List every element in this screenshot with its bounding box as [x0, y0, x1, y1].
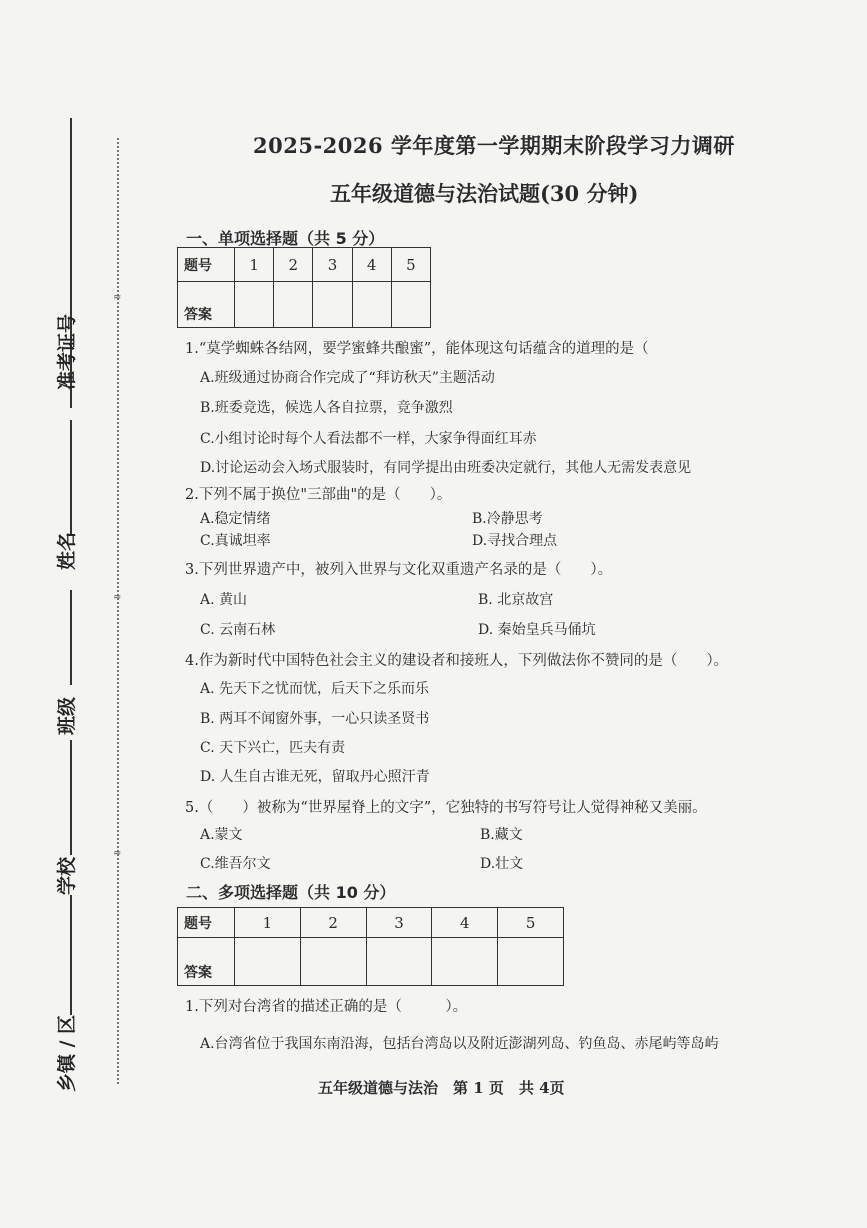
option: C.维吾尔文 — [200, 856, 271, 872]
option: A.班级通过协商合作完成了“拜访秋天”主题活动 — [200, 370, 495, 386]
answer-cell[interactable] — [235, 282, 274, 328]
table-cell: 5 — [391, 248, 430, 282]
option: D.壮文 — [480, 856, 524, 872]
exam-title: 2025-2026 学年度第一学期期末阶段学习力调研 — [253, 133, 735, 158]
binding-line-5 — [70, 895, 72, 1015]
cut-line — [117, 138, 119, 1084]
table-cell: 3 — [366, 908, 432, 938]
table-cell: 1 — [235, 908, 301, 938]
exam-subtitle: 五年级道德与法治试题(30 分钟) — [330, 181, 639, 206]
school-label: 学校 — [56, 856, 78, 895]
name-label: 姓名 — [56, 531, 78, 570]
table-cell: 3 — [313, 248, 352, 282]
option: C. 云南石林 — [200, 622, 276, 638]
section1-answer-table — [177, 247, 431, 328]
answer-cell[interactable] — [313, 282, 352, 328]
section2-heading: 二、多项选择题（共 10 分） — [186, 883, 396, 902]
table-cell: 4 — [432, 908, 498, 938]
option: B.藏文 — [480, 827, 523, 843]
question-stem: 5.（ ）被称为“世界屋脊上的文字”，它独特的书写符号让人觉得神秘又美丽。 — [185, 800, 707, 816]
option: C.小组讨论时每个人看法都不一样，大家争得面红耳赤 — [200, 431, 537, 447]
exam-number-label: 准考证号 — [56, 313, 78, 390]
option: C.真诚坦率 — [200, 533, 271, 549]
page-footer: 五年级道德与法治 第 1 页 共 4页 — [318, 1079, 565, 1097]
question-stem: 1.下列对台湾省的描述正确的是（ ）。 — [185, 999, 468, 1015]
question-number-label: 题号 — [178, 248, 235, 282]
option: D.讨论运动会入场式服装时，有同学提出由班委决定就行，其他人无需发表意见 — [200, 460, 692, 476]
question-stem: 4.作为新时代中国特色社会主义的建设者和接班人，下列做法你不赞同的是（ ）。 — [185, 653, 729, 669]
option: D. 秦始皇兵马俑坑 — [478, 622, 596, 638]
question-stem: 2.下列不属于换位"三部曲"的是（ ）。 — [185, 487, 452, 503]
section2-answer-table — [177, 907, 564, 986]
binding-line-2 — [70, 420, 72, 535]
district-label: 乡镇 / 区 — [56, 1014, 78, 1092]
answer-cell[interactable] — [352, 282, 391, 328]
answer-cell[interactable] — [274, 282, 313, 328]
question-stem: 1.“莫学蜘蛛各结网，要学蜜蜂共酿蜜”，能体现这句话蕴含的道理的是（ — [185, 341, 649, 357]
option: A.台湾省位于我国东南沿海，包括台湾岛以及附近澎湖列岛、钓鱼岛、赤尾屿等岛屿 — [200, 1036, 719, 1052]
answer-cell[interactable] — [366, 938, 432, 986]
option: A.蒙文 — [200, 827, 243, 843]
class-label: 班级 — [56, 696, 78, 735]
binding-line-4 — [70, 740, 72, 855]
option: A.稳定情绪 — [200, 511, 271, 527]
cut-mark: ≈ — [113, 292, 122, 303]
question-stem: 3.下列世界遗产中，被列入世界与文化双重遗产名录的是（ ）。 — [185, 562, 613, 578]
table-cell: 2 — [300, 908, 366, 938]
option: B. 两耳不闻窗外事，一心只读圣贤书 — [200, 711, 430, 727]
question-number-label: 题号 — [178, 908, 235, 938]
table-cell: 4 — [352, 248, 391, 282]
answer-cell[interactable] — [235, 938, 301, 986]
binding-line-3 — [70, 590, 72, 685]
answer-cell[interactable] — [498, 938, 564, 986]
option: D.寻找合理点 — [472, 533, 558, 549]
option: B.班委竞选，候选人各自拉票，竞争激烈 — [200, 400, 453, 416]
table-cell: 5 — [498, 908, 564, 938]
cut-mark: ≈ — [113, 592, 122, 603]
answer-cell[interactable] — [300, 938, 366, 986]
option: D. 人生自古谁无死，留取丹心照汗青 — [200, 769, 430, 785]
section1-heading: 一、单项选择题（共 5 分） — [186, 229, 385, 248]
option: A. 先天下之忧而忧，后天下之乐而乐 — [200, 681, 430, 697]
answer-cell[interactable] — [432, 938, 498, 986]
answer-label: 答案 — [178, 938, 235, 986]
option: C. 天下兴亡，匹夫有责 — [200, 740, 346, 756]
answer-cell[interactable] — [391, 282, 430, 328]
cut-mark: ≈ — [113, 848, 122, 859]
table-cell: 1 — [235, 248, 274, 282]
answer-label: 答案 — [178, 282, 235, 328]
option: B. 北京故宫 — [478, 592, 554, 608]
table-cell: 2 — [274, 248, 313, 282]
option: A. 黄山 — [200, 592, 248, 608]
option: B.冷静思考 — [472, 511, 543, 527]
